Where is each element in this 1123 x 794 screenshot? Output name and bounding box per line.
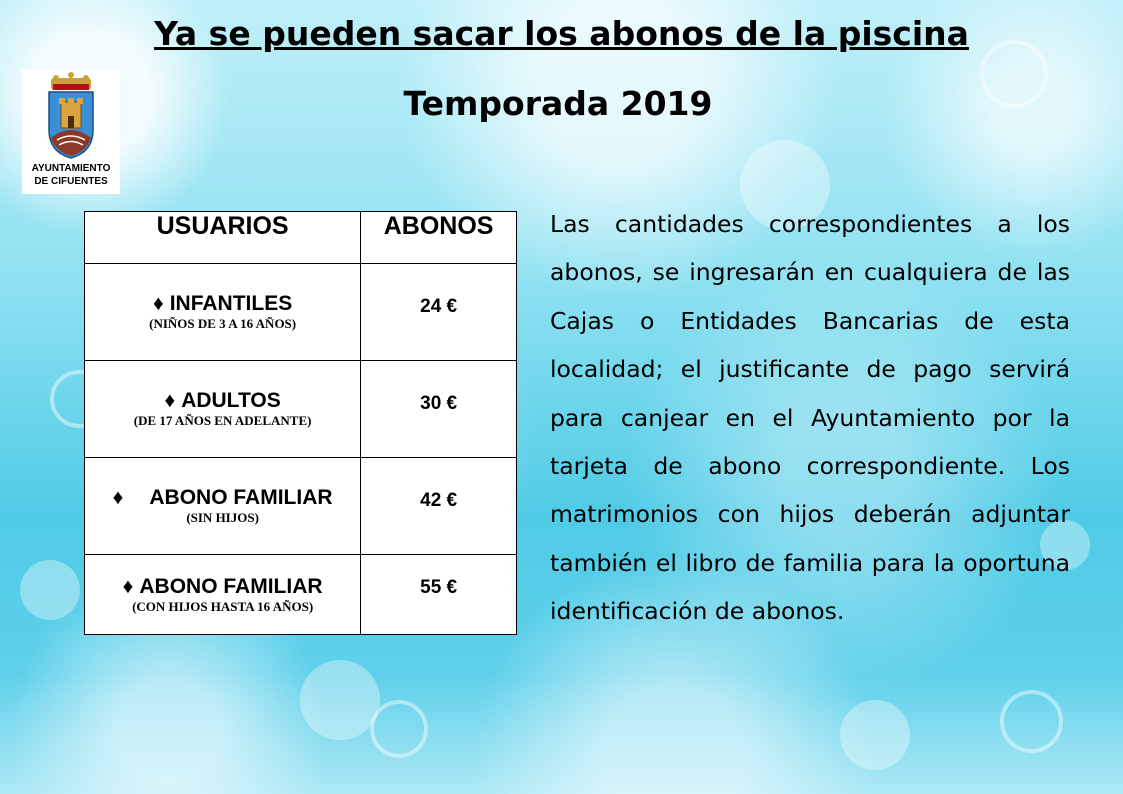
table-row <box>85 361 517 458</box>
category-cell <box>85 264 361 361</box>
price-cell: 24 € <box>361 264 517 361</box>
category-note: (DE 17 AÑOS EN ADELANTE) <box>133 413 312 428</box>
bokeh-light <box>20 560 80 620</box>
category-cell <box>85 555 361 635</box>
price-cell: 30 € <box>361 361 517 458</box>
diamond-bullet-icon: ♦ <box>112 486 124 509</box>
bokeh-light <box>840 700 910 770</box>
table-header-row <box>85 212 517 264</box>
page-subtitle: Temporada 2019 <box>403 84 713 123</box>
municipality-logo <box>22 70 120 194</box>
category-name: ABONO FAMILIAR <box>139 575 323 598</box>
info-paragraph: Las cantidades correspondientes a los abonos, se ingresarán en cualquiera de las Cajas o Entidades Bancarias de esta localidad; el justificante de pago servirá para canjear en el Ayuntamiento por la tarjeta de abono correspondiente. Los matrimonios con hijos deberán adjuntar también el libro de familia para la oportuna identificación de abonos. <box>550 210 1070 626</box>
diamond-bullet-icon: ♦ <box>122 575 134 598</box>
page-title: Ya se pueden sacar los abonos de la piscina <box>154 14 969 53</box>
category-note: (NIÑOS DE 3 A 16 AÑOS) <box>149 316 297 331</box>
category-note: (CON HIJOS HASTA 16 AÑOS) <box>132 599 314 614</box>
price-cell: 55 € <box>361 555 517 635</box>
category-name: ADULTOS <box>181 389 281 412</box>
header-abonos: ABONOS <box>361 212 517 264</box>
swirl-decoration-icon <box>1000 690 1063 753</box>
header-usuarios: USUARIOS <box>85 212 361 264</box>
diamond-bullet-icon: ♦ <box>164 389 176 412</box>
category-note: (SIN HIJOS) <box>186 510 259 525</box>
price-cell: 42 € <box>361 458 517 555</box>
category-name: ABONO FAMILIAR <box>149 486 333 509</box>
prices-table <box>84 211 517 635</box>
coat-of-arms-icon <box>41 72 101 160</box>
logo-line-2: DE CIFUENTES <box>34 176 108 187</box>
diamond-bullet-icon: ♦ <box>153 292 164 315</box>
category-name: INFANTILES <box>169 292 293 315</box>
bokeh-light <box>300 660 380 740</box>
category-cell <box>85 361 361 458</box>
swirl-decoration-icon <box>370 700 428 758</box>
table-row <box>85 458 517 555</box>
table-row <box>85 555 517 635</box>
logo-line-1: AYUNTAMIENTO <box>31 163 111 174</box>
category-cell <box>85 458 361 555</box>
table-row <box>85 264 517 361</box>
